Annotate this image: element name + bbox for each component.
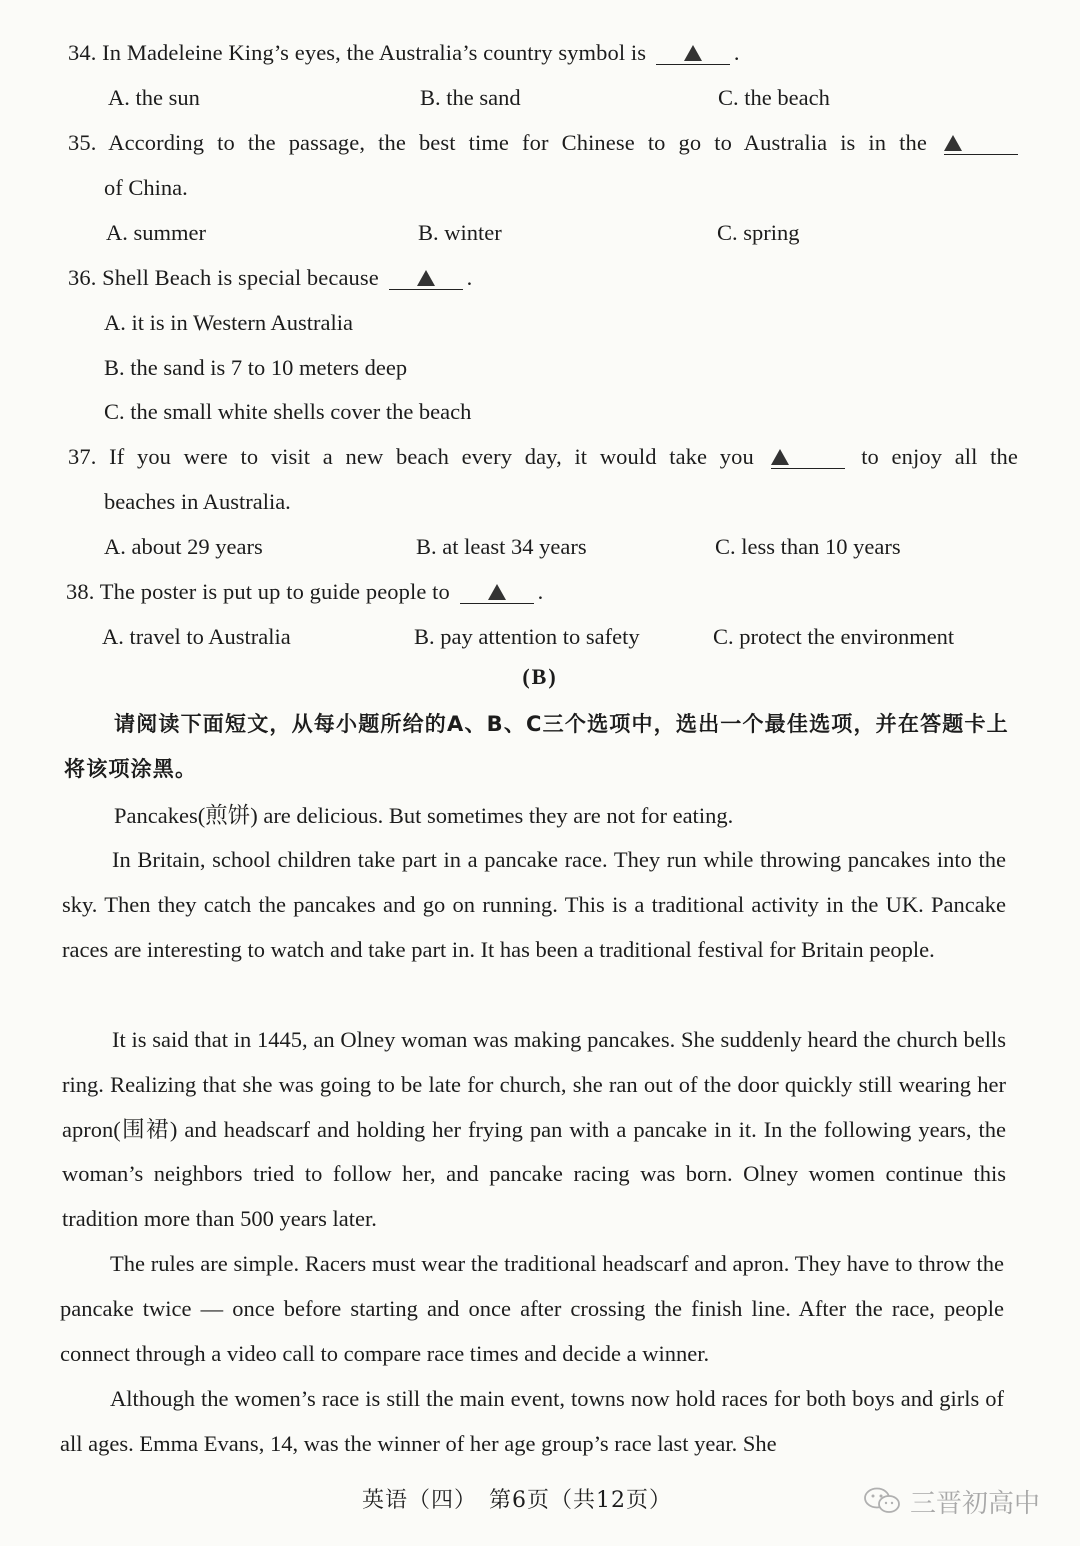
- options-34: [104, 83, 1024, 113]
- option-b[interactable]: B. the sand: [420, 85, 521, 110]
- option-c[interactable]: C. protect the environment: [713, 624, 955, 649]
- options-35: [104, 218, 1024, 248]
- answer-blank[interactable]: [944, 132, 1018, 155]
- passage-paragraph: The rules are simple. Racers must wear the traditional headscarf and apron. They have to throw the pancake twice — once before starting and once after crossing the finish line. After the race, people connect through a video call to compare race times and decide a winner.: [60, 1251, 1004, 1366]
- wechat-icon: [862, 1486, 902, 1516]
- watermark-text: 三晋初高中: [910, 1488, 1041, 1519]
- answer-blank[interactable]: [771, 446, 845, 469]
- option-b[interactable]: B. pay attention to safety: [414, 624, 640, 649]
- question-text: According to the passage, the best time for Chinese to go to Australia is in the: [108, 130, 927, 155]
- question-text-end: .: [537, 579, 544, 604]
- question-35: [68, 128, 1018, 158]
- question-37: [68, 442, 1018, 472]
- triangle-icon: [771, 449, 789, 465]
- option-a[interactable]: A. about 29 years: [104, 534, 263, 559]
- triangle-icon: [684, 45, 702, 61]
- option-a[interactable]: A. it is in Western Australia: [104, 310, 353, 335]
- section-instruction: 请阅读下面短文，从每小题所给的A、B、C三个选项中，选出一个最佳选项，并在答题卡上将该项涂黑。: [64, 712, 1009, 781]
- option-a[interactable]: A. the sun: [108, 85, 200, 110]
- question-number: 34.: [68, 40, 97, 65]
- option-b[interactable]: B. the sand is 7 to 10 meters deep: [104, 355, 408, 380]
- option-a[interactable]: A. summer: [106, 220, 206, 245]
- option-c[interactable]: C. less than 10 years: [715, 534, 901, 559]
- answer-blank[interactable]: [656, 42, 730, 65]
- options-37: [104, 532, 1024, 562]
- question-38: [66, 577, 1016, 607]
- question-text: In Madeleine King’s eyes, the Australia’s country symbol is: [102, 40, 647, 65]
- question-text: If you were to visit a new beach every day, it would take you: [109, 444, 754, 469]
- page-footer: 英语（四） 第6页（共12页）: [362, 1488, 672, 1513]
- question-37-continuation: beaches in Australia.: [104, 489, 291, 514]
- section-label: (B): [522, 664, 558, 689]
- answer-blank[interactable]: [460, 581, 534, 604]
- option-c[interactable]: C. spring: [717, 220, 800, 245]
- option-c[interactable]: C. the beach: [718, 85, 830, 110]
- option-a[interactable]: A. travel to Australia: [102, 624, 291, 649]
- answer-blank[interactable]: [389, 267, 463, 290]
- question-34: [68, 38, 1018, 68]
- question-text-end: .: [733, 40, 740, 65]
- option-c[interactable]: C. the small white shells cover the beach: [104, 399, 472, 424]
- options-38: [102, 622, 1022, 652]
- question-number: 36.: [68, 265, 97, 290]
- passage-paragraph: Pancakes(煎饼) are delicious. But sometimes they are not for eating.: [114, 803, 734, 828]
- question-number: 35.: [68, 130, 97, 155]
- watermark: [862, 1484, 1040, 1518]
- triangle-icon: [944, 135, 962, 151]
- question-text-end: to enjoy all the: [861, 444, 1018, 469]
- question-36: [68, 263, 1018, 293]
- passage-paragraph: It is said that in 1445, an Olney woman was making pancakes. She suddenly heard the church bells ring. Realizing that she was going to be late for church, she ran out of the door quickly still wearing her apron(围裙) and headscarf and holding her frying pan with a pancake in it. In the following years, the woman’s neighbors tried to follow her, and pancake racing was born. Olney women continue this tradition more than 500 years later.: [62, 1027, 1006, 1232]
- question-text-end: .: [466, 265, 473, 290]
- triangle-icon: [417, 270, 435, 286]
- question-35-continuation: of China.: [104, 175, 188, 200]
- question-text: Shell Beach is special because: [102, 265, 379, 290]
- passage-paragraph: In Britain, school children take part in a pancake race. They run while throwing pancakes into the sky. Then they catch the pancakes and go on running. This is a traditional activity in the UK. Pancake races are interesting to watch and take part in. It has been a traditional festival for Britain people.: [62, 847, 1006, 962]
- passage-paragraph: Although the women’s race is still the main event, towns now hold races for both boys and girls of all ages. Emma Evans, 14, was the winner of her age group’s race last year. She: [60, 1386, 1004, 1456]
- option-b[interactable]: B. winter: [418, 220, 502, 245]
- question-number: 38.: [66, 579, 95, 604]
- question-text: The poster is put up to guide people to: [99, 579, 450, 604]
- question-number: 37.: [68, 444, 97, 469]
- triangle-icon: [488, 584, 506, 600]
- option-b[interactable]: B. at least 34 years: [416, 534, 587, 559]
